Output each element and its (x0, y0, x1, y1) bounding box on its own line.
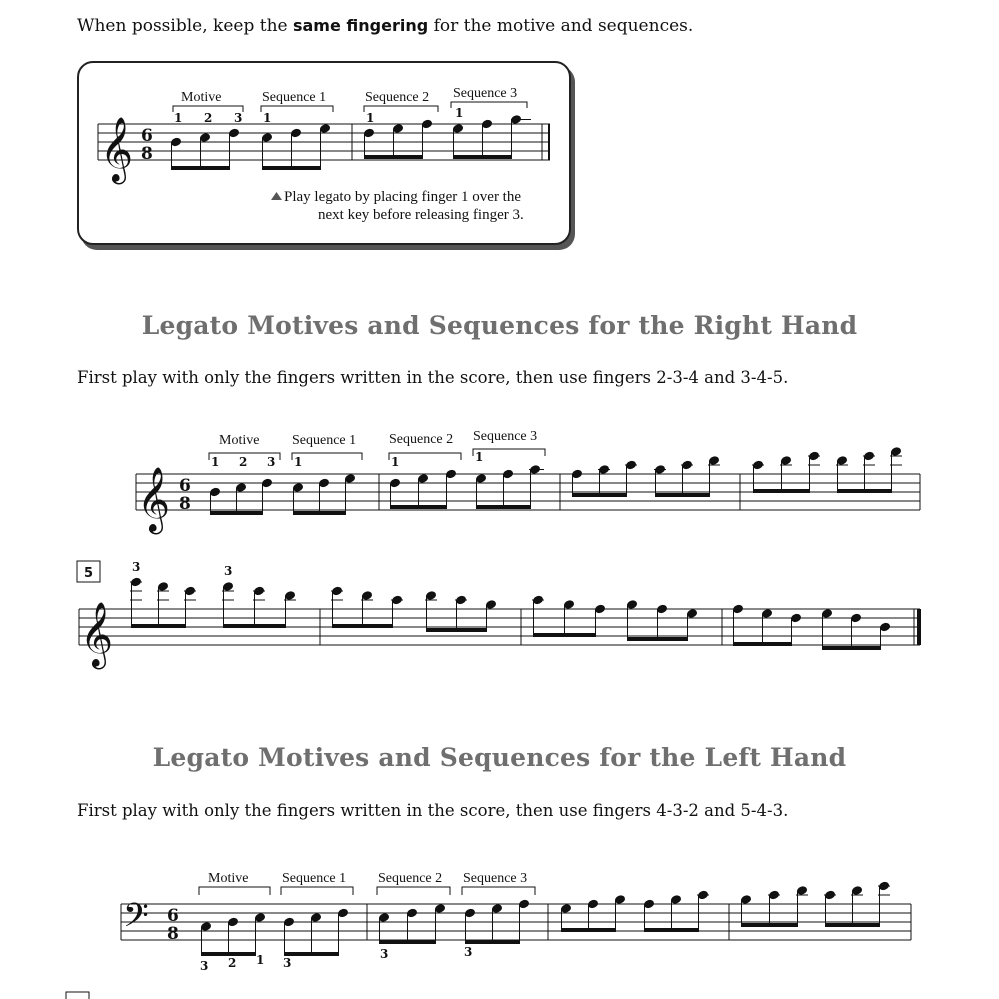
intro-text-start: When possible, keep the (77, 16, 293, 36)
note-head (797, 886, 808, 896)
bass-clef-icon: 𝄢 (123, 897, 149, 943)
note-head (311, 913, 322, 923)
bracket-sequence-1 (281, 887, 353, 895)
measure-number: 5 (84, 566, 94, 581)
note-head (435, 904, 446, 914)
note-head (709, 456, 720, 466)
note-head (615, 895, 626, 905)
label-motive: Motive (208, 871, 249, 886)
beam (753, 489, 810, 493)
note-head (791, 613, 802, 623)
note-head (284, 917, 295, 927)
beam (262, 166, 321, 170)
note-head (733, 604, 744, 614)
bracket-sequence-1 (292, 453, 362, 460)
fingering: 3 (234, 111, 243, 125)
fingering: 2 (204, 111, 213, 125)
beam (131, 624, 186, 628)
beam (171, 166, 230, 170)
right-hand-heading: Legato Motives and Sequences for the Right Hand (141, 311, 858, 340)
note-head (446, 469, 457, 479)
fingering: 1 (475, 450, 484, 464)
note-head (223, 582, 234, 592)
time-signature-bottom: 8 (141, 144, 153, 164)
example-staff (98, 86, 550, 223)
time-signature-top: 6 (167, 906, 179, 926)
fingering: 1 (455, 106, 464, 120)
note-head (852, 886, 863, 896)
beam (332, 624, 393, 628)
treble-clef-icon: 𝄞 (137, 467, 171, 532)
fingering: 3 (224, 564, 233, 578)
fingering: 1 (211, 455, 220, 469)
treble-clef-icon: 𝄞 (100, 117, 134, 182)
label-motive: Motive (181, 90, 222, 105)
bracket-sequence-1 (261, 106, 333, 112)
note-head (291, 128, 302, 138)
note-head (390, 478, 401, 488)
note-head (418, 474, 429, 484)
note-head (229, 128, 240, 138)
note-head (588, 899, 599, 909)
fingering: 2 (228, 956, 237, 970)
time-signature-top: 6 (141, 126, 153, 146)
note-head (762, 609, 773, 619)
note-head (476, 474, 487, 484)
measure-number-box-partial (66, 992, 89, 999)
fingering: 3 (200, 959, 209, 973)
label-sequence-1: Sequence 1 (262, 90, 327, 105)
note-head (293, 483, 304, 493)
beam (572, 493, 627, 497)
beam (733, 642, 792, 646)
beam (465, 940, 520, 944)
beam (822, 646, 881, 650)
beam (655, 493, 710, 497)
fingering: 3 (267, 455, 276, 469)
fingering: 1 (174, 111, 183, 125)
note-head (171, 137, 182, 147)
fingering: 3 (464, 945, 473, 959)
beam (284, 952, 339, 956)
label-sequence-1: Sequence 1 (292, 433, 357, 448)
note-head (595, 604, 606, 614)
note-head (561, 904, 572, 914)
intro-text-bold: same fingering (292, 16, 429, 35)
left-hand-heading: Legato Motives and Sequences for the Left Hand (152, 743, 847, 772)
fingering: 3 (132, 560, 141, 574)
bracket-sequence-3 (462, 887, 535, 895)
beam (453, 155, 512, 159)
note-head (465, 908, 476, 918)
treble-clef-icon: 𝄞 (80, 602, 114, 667)
right-hand-staff-2 (77, 560, 921, 669)
time-signature-top: 6 (179, 476, 191, 496)
beam (426, 628, 487, 632)
bracket-sequence-2 (377, 887, 450, 895)
beam (644, 928, 699, 932)
note-head (519, 899, 530, 909)
note-head (492, 904, 503, 914)
note-head (338, 908, 349, 918)
final-barline (917, 609, 921, 645)
note-head (422, 119, 433, 129)
beam (837, 489, 892, 493)
time-signature-bottom: 8 (167, 924, 179, 944)
label-sequence-2: Sequence 2 (389, 432, 454, 447)
beam (476, 505, 531, 509)
note-head (364, 128, 375, 138)
bracket-sequence-2 (389, 453, 461, 460)
fingering: 1 (366, 111, 375, 125)
fingering: 1 (294, 455, 303, 469)
beam (364, 155, 423, 159)
note-head (627, 600, 638, 610)
note-head (285, 591, 296, 601)
label-sequence-2: Sequence 2 (365, 90, 430, 105)
note-head (158, 582, 169, 592)
note-head (572, 469, 583, 479)
note-head (255, 913, 266, 923)
note-head (741, 895, 752, 905)
note-head (482, 119, 493, 129)
beam (825, 923, 880, 927)
note-head (362, 591, 373, 601)
beam (627, 637, 688, 641)
note-head (393, 124, 404, 134)
note-head (564, 600, 575, 610)
note-head (262, 478, 273, 488)
label-sequence-3: Sequence 3 (453, 86, 518, 101)
intro-text-end: for the motive and sequences. (428, 16, 694, 36)
note-head (657, 604, 668, 614)
label-motive: Motive (219, 433, 260, 448)
bracket-sequence-2 (364, 106, 438, 112)
beam (561, 928, 616, 932)
label-sequence-3: Sequence 3 (473, 429, 538, 444)
note-head (687, 609, 698, 619)
beam (390, 505, 447, 509)
note-head (781, 456, 792, 466)
label-sequence-3: Sequence 3 (463, 871, 528, 886)
note-head (453, 124, 464, 134)
note-head (320, 124, 331, 134)
beam (223, 624, 286, 628)
note-head (503, 469, 514, 479)
note-head (228, 917, 239, 927)
legato-note-line-1: Play legato by placing finger 1 over the (284, 189, 522, 205)
note-head (671, 895, 682, 905)
beam (533, 633, 596, 637)
fingering: 2 (239, 455, 248, 469)
note-head (262, 133, 273, 143)
note-head (426, 591, 437, 601)
bracket-sequence-3 (473, 449, 545, 456)
bracket-motive (199, 887, 270, 895)
note-head (201, 922, 212, 932)
note-head (644, 899, 655, 909)
fingering: 1 (391, 455, 400, 469)
note-head (880, 622, 891, 632)
fingering: 3 (380, 947, 389, 961)
right-hand-instructions: First play with only the fingers written in the score, then use fingers 2-3-4 and 3-4-5. (77, 368, 789, 387)
note-head (200, 133, 211, 143)
label-sequence-2: Sequence 2 (378, 871, 443, 886)
beam (741, 923, 798, 927)
fingering: 1 (256, 953, 265, 967)
beam (210, 511, 263, 515)
note-head (837, 456, 848, 466)
left-hand-staff-1 (121, 871, 911, 973)
beam (293, 511, 346, 515)
right-hand-staff-1 (136, 429, 920, 534)
legato-note-line-2: next key before releasing finger 3. (318, 207, 524, 223)
label-sequence-1: Sequence 1 (282, 871, 347, 886)
note-head (891, 447, 902, 457)
time-signature-bottom: 8 (179, 494, 191, 514)
note-head (379, 913, 390, 923)
note-head (822, 609, 833, 619)
up-triangle-icon (271, 192, 282, 200)
note-head (345, 474, 356, 484)
left-hand-instructions: First play with only the fingers written in the score, then use fingers 4-3-2 and 5-4-3. (77, 801, 789, 820)
fingering: 3 (283, 956, 292, 970)
note-head (236, 483, 247, 493)
beam (379, 940, 436, 944)
note-head (210, 487, 221, 497)
note-head (851, 613, 862, 623)
note-head (486, 600, 497, 610)
note-head (319, 478, 330, 488)
note-head (407, 908, 418, 918)
fingering: 1 (263, 111, 272, 125)
